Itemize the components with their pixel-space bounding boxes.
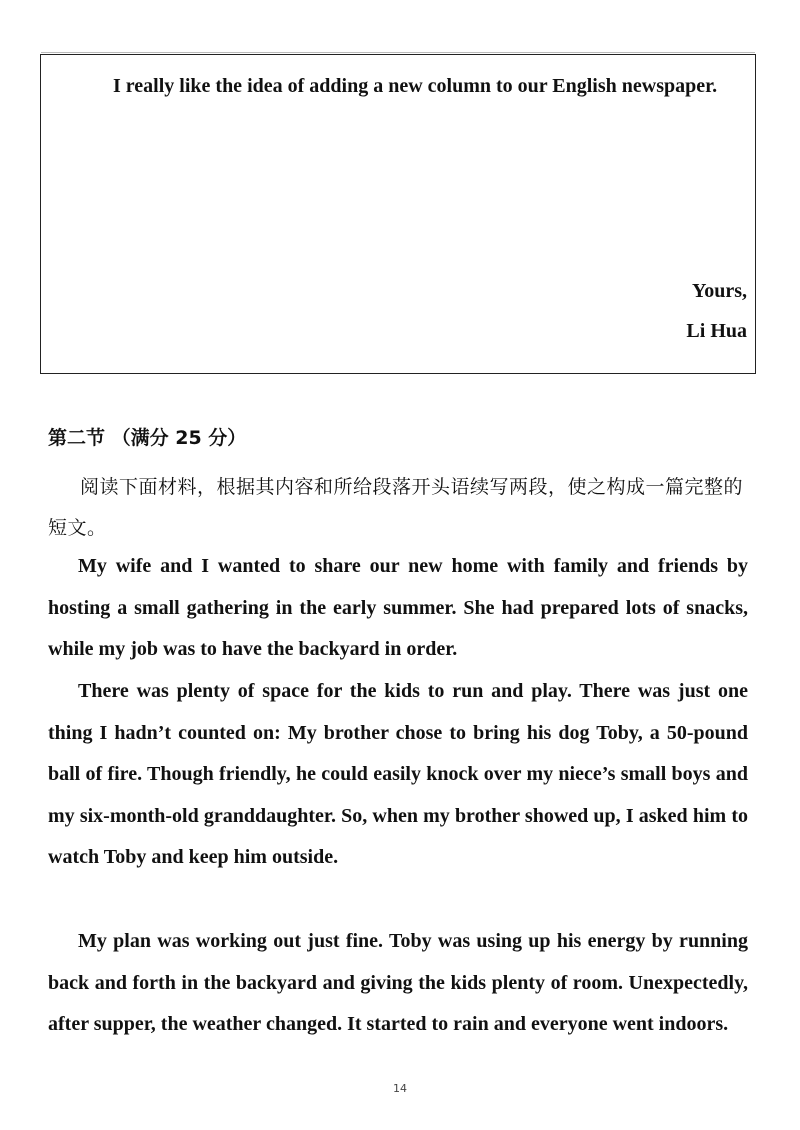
story-paragraph-1: My wife and I wanted to share our new home with family and friends by hosting a small gathering in the early summer. She had prepared lots of snacks, while my job was to have the backyard in order. — [48, 555, 748, 661]
section-title: 第二节 （满分 25 分） — [48, 427, 247, 449]
story-paragraph-3: My plan was working out just fine. Toby was using up his energy by running back and forth in the backyard and giving the kids plenty of room. Unexpectedly, after supper, the weather changed. It started to rain and everyone went indoors. — [48, 930, 748, 1036]
page-number: 14 — [393, 1082, 407, 1095]
letter-closing: Yours, — [691, 280, 747, 302]
letter-box — [40, 54, 756, 374]
letter-body: I really like the idea of adding a new column to our English newspaper. — [113, 75, 718, 97]
top-rule — [41, 52, 755, 53]
story-paragraph-2: There was plenty of space for the kids to run and play. There was just one thing I hadn’t counted on: My brother chose to bring his dog Toby, a 50-pound ball of fire. Though friendly, he could easily knock over my niece’s small boys and my six-month-old granddaughter. So, when my brother showed up, I asked him to watch Toby and keep him outside. — [48, 680, 748, 869]
section-instruction: 阅读下面材料，根据其内容和所给段落开头语续写两段，使之构成一篇完整的短文。 — [48, 476, 744, 539]
letter-signature: Li Hua — [686, 320, 747, 342]
